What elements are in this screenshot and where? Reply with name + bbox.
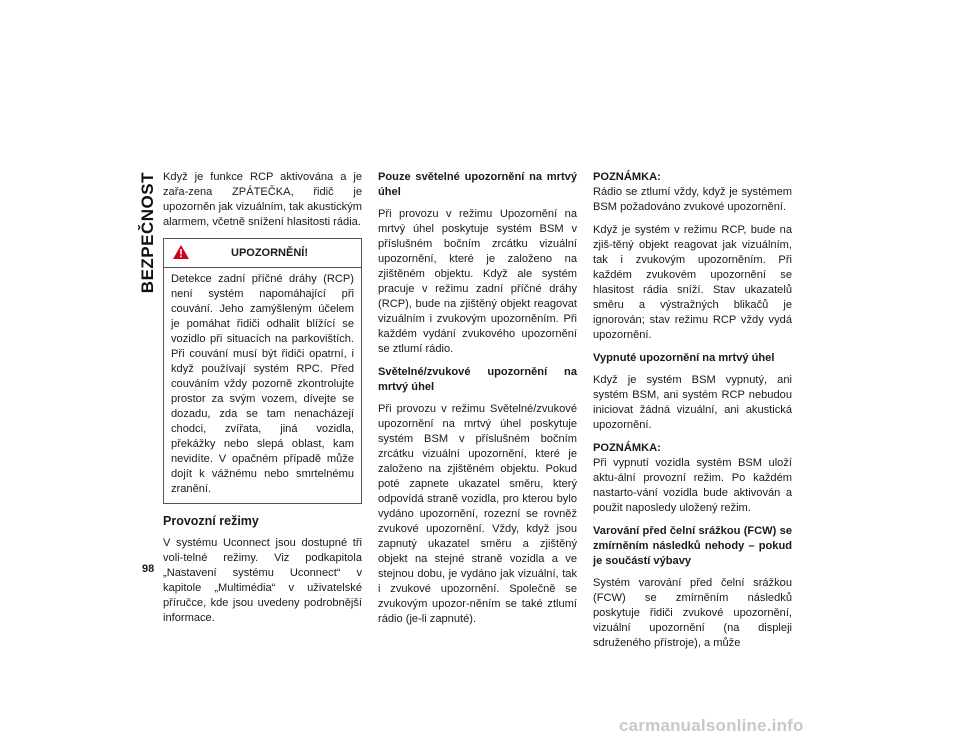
column-2 (378, 170, 577, 635)
rcp-mode-paragraph: Když je systém v režimu RCP, bude na zjiš-těný objekt reagovat jak vizuálním, tak i zvukovým upozorněním. Při každém zvukovém upozornění se hlasitost rádia sníží. Stav ukazatelů směru a výstražných blikačů je ignorován; stav režimu RCP vždy vydá upozornění. (593, 224, 792, 341)
warning-title: UPOZORNĚNÍ! (231, 247, 308, 259)
watermark: carmanualsonline.info (619, 716, 804, 735)
fcw-paragraph: Systém varování před čelní srážkou (FCW) se zmírněním následků poskytuje řidiči zvukové upozornění, vizuální upozornění (na displeji sdruženého přístroje), a může (593, 577, 792, 649)
operating-modes-paragraph: V systému Uconnect jsou dostupné tři voli-telné režimy. Viz podkapitola „Nastavení systému Uconnect“ v kapitole „Multimédia“ v uživatelské příručce, kde jsou uvedeny podrobnější informace. (163, 537, 362, 624)
bsm-off-heading: Vypnuté upozornění na mrtvý úhel (593, 352, 775, 364)
visual-only-heading: Pouze světelné upozornění na mrtvý úhel (378, 171, 577, 198)
column-1 (163, 170, 362, 634)
fcw-heading: Varování před čelní srážkou (FCW) se zmírněním následků nehody – pokud je součástí výbavy (593, 525, 792, 567)
warning-triangle-icon (172, 244, 190, 260)
rcp-intro-paragraph: Když je funkce RCP aktivována a je zařa-zena ZPÁTEČKA, řidič je upozorněn jak vizuálním, tak akustickým alarmem, včetně snížení hlasitosti rádia. (163, 171, 362, 228)
visual-audible-heading: Světelné/zvukové upozornění na mrtvý úhel (378, 366, 577, 393)
page-number: 98 (142, 563, 155, 575)
warning-box (163, 238, 362, 504)
note-1-label: POZNÁMKA: (593, 171, 661, 183)
note-1 (593, 170, 792, 215)
warning-body: Detekce zadní příčné dráhy (RCP) není systém napomáhající při couvání. Jeho zamýšleným účelem je pomáhat řidiči odhalit blížící se vozidlo při situacích na parkovištích. Při couvání musí být řidiči opatrní, i když používají systém RPC. Před couváním vždy pozorně zkontrolujte prostor za svým vozem, dívejte se dozadu, zda se tam nenacházejí chodci, zvířata, jiná vozidla, překážky nebo slepá oblast, kam nevidíte. V opačném případě může dojít k vážnému nebo smrtelnému zranění. (171, 273, 354, 495)
warning-header (164, 239, 361, 268)
section-tab: BEZPEČNOST (138, 172, 157, 294)
note-2 (593, 441, 792, 516)
bsm-off-paragraph: Když je systém BSM vypnutý, ani systém BSM, ani systém RCP nebudou iniciovat žádná vizuální, ani akustická upozornění. (593, 374, 792, 431)
note-2-label: POZNÁMKA: (593, 442, 661, 454)
note-2-body: Při vypnutí vozidla systém BSM uloží aktu-ální provozní režim. Po každém nastarto-vání vozidla bude aktivován a použit naposledy uložený režim. (593, 457, 792, 514)
note-1-body: Rádio se ztlumí vždy, když je systémem BSM požadováno zvukové upozornění. (593, 186, 792, 213)
visual-audible-paragraph: Při provozu v režimu Světelné/zvukové upozornění na mrtvý úhel poskytuje systém BSM v příslušném bočním zrcátku vizuální upozornění, které je založeno na zjištěném objektu. Pokud poté zapnete ukazatel směru, který odpovídá straně vozidla, pro kterou bylo vydáno upozornění, rozezní se rovněž zvukové upozornění. Vždy, když jsou zapnutý ukazatel směru a zjištěný objekt na stejné straně vozidla a ve stejnou dobu, je vydáno jak vizuální, tak i zvukové upozornění. Společně se zvukovým upozor-něním se také ztlumí rádio (je-li zapnuté). (378, 403, 577, 625)
operating-modes-heading: Provozní režimy (163, 514, 259, 528)
visual-only-paragraph: Při provozu v režimu Upozornění na mrtvý úhel poskytuje systém BSM v příslušném bočním zrcátku vizuální upozornění, které je založeno na zjištěném objektu. Když ale systém pracuje v režimu zadní příčné dráhy (RCP), bude na zjištěný objekt reagovat vizuálním i zvukovým upozorněním. Při každém vydání zvukového upozornění se ztlumí rádio. (378, 208, 577, 355)
column-3 (593, 170, 792, 659)
